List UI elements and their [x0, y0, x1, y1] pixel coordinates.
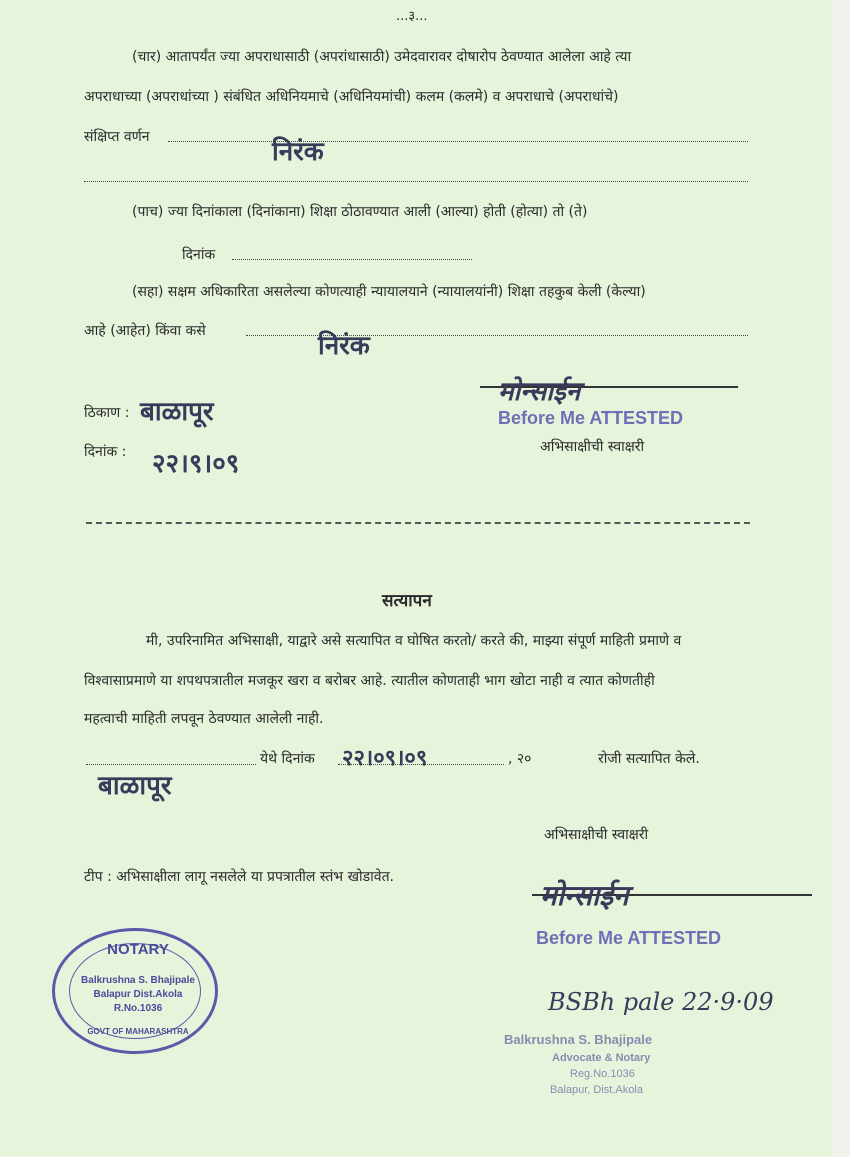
handwritten-place: बाळापूर	[98, 771, 172, 801]
deponent-signature-label: अभिसाक्षीची स्वाक्षरी	[544, 827, 649, 843]
signature-handwritten: मोन्साईन	[498, 377, 581, 407]
seal-reg: R.No.1036	[113, 1003, 163, 1014]
notary-name-stamp: Balkrushna S. Bhajipale	[504, 1032, 653, 1047]
section4-line1: (चार) आतापर्यंत ज्या अपराधासाठी (अपरांधासाठी) उमेदवारावर दोषारोप ठेवण्यात आलेला आहे त्या	[132, 49, 632, 65]
blank-line	[86, 764, 256, 765]
section-divider	[86, 522, 750, 524]
blank-line	[232, 259, 472, 260]
paper-edge	[832, 0, 850, 1157]
text-verified: रोजी सत्यापित केले.	[598, 751, 700, 767]
handwritten-date: २२।०९।०९	[342, 745, 428, 771]
section5-line1: (पाच) ज्या दिनांकाला (दिनांकाना) शिक्षा ठोठावण्यात आली (आल्या) होती (होत्या) तो (ते)	[132, 204, 588, 220]
date-label: दिनांक :	[84, 444, 127, 460]
deponent-signature-label: अभिसाक्षीची स्वाक्षरी	[540, 439, 645, 455]
blank-line	[168, 141, 748, 142]
section6-line2-label: आहे (आहेत) किंवा कसे	[84, 323, 206, 339]
seal-place: Balapur Dist.Akola	[93, 989, 183, 1000]
handwritten-date: २२।९।०९	[152, 449, 240, 479]
notary-reg-stamp: Reg.No.1036	[570, 1068, 635, 1080]
seal-name: Balkrushna S. Bhajipale	[81, 975, 195, 986]
seal-notary: NOTARY	[107, 941, 169, 958]
text-yethe-dinank: येथे दिनांक	[260, 751, 315, 767]
attested-stamp: Before Me ATTESTED	[498, 408, 684, 428]
section4-line2: अपराधाच्या (अपराधांच्या ) संबंधित अधिनियमाचे (अधिनियमांची) कलम (कलमे) व अपराधाचे (अपराधांचे)	[84, 89, 619, 105]
section5-date-label: दिनांक	[182, 247, 216, 263]
handwritten-nil: निरंक	[318, 331, 370, 361]
notary-signature: BSBh pale 22·9·09	[548, 988, 774, 1016]
place-label: ठिकाण :	[84, 405, 130, 421]
text-year: , २०	[508, 751, 532, 767]
verification-line2: विश्वासाप्रमाणे या शपथपत्रातील मजकूर खरा व बरोबर आहे. त्यातील कोणताही भाग खोटा नाही व त्यात कोणतीही	[84, 673, 655, 689]
handwritten-place: बाळापूर	[140, 397, 214, 427]
notary-place-stamp: Balapur, Dist.Akola	[550, 1084, 643, 1096]
note: टीप : अभिसाक्षीला लागू नसलेले या प्रपत्रातील स्तंभ खोडावेत.	[84, 869, 394, 885]
signature-handwritten: मोन्साईन	[540, 879, 629, 912]
notary-seal	[52, 928, 218, 1054]
section4-line3-label: संक्षिप्त वर्णन	[84, 129, 150, 145]
handwritten-nil: निरंक	[272, 137, 324, 167]
notary-title-stamp: Advocate & Notary	[552, 1052, 651, 1064]
seal-govt: GOVT OF MAHARASHTRA	[87, 1027, 189, 1036]
verification-line1: मी, उपरिनामित अभिसाक्षी, याद्वारे असे सत्यापित व घोषित करतो/ करते की, माझ्या संपूर्ण माहिती प्रमाणे व	[146, 633, 682, 649]
attested-stamp: Before Me ATTESTED	[536, 928, 722, 948]
verification-title: सत्यापन	[382, 591, 432, 611]
blank-line	[84, 181, 748, 182]
section6-line1: (सहा) सक्षम अधिकारिता असलेल्या कोणत्याही न्यायालयाने (न्यायालयांनी) शिक्षा तहकुब केली (केल्या)	[132, 284, 646, 300]
page-number: ...३...	[396, 9, 428, 24]
verification-line3: महत्वाची माहिती लपवून ठेवण्यात आलेली नाही.	[84, 711, 324, 727]
